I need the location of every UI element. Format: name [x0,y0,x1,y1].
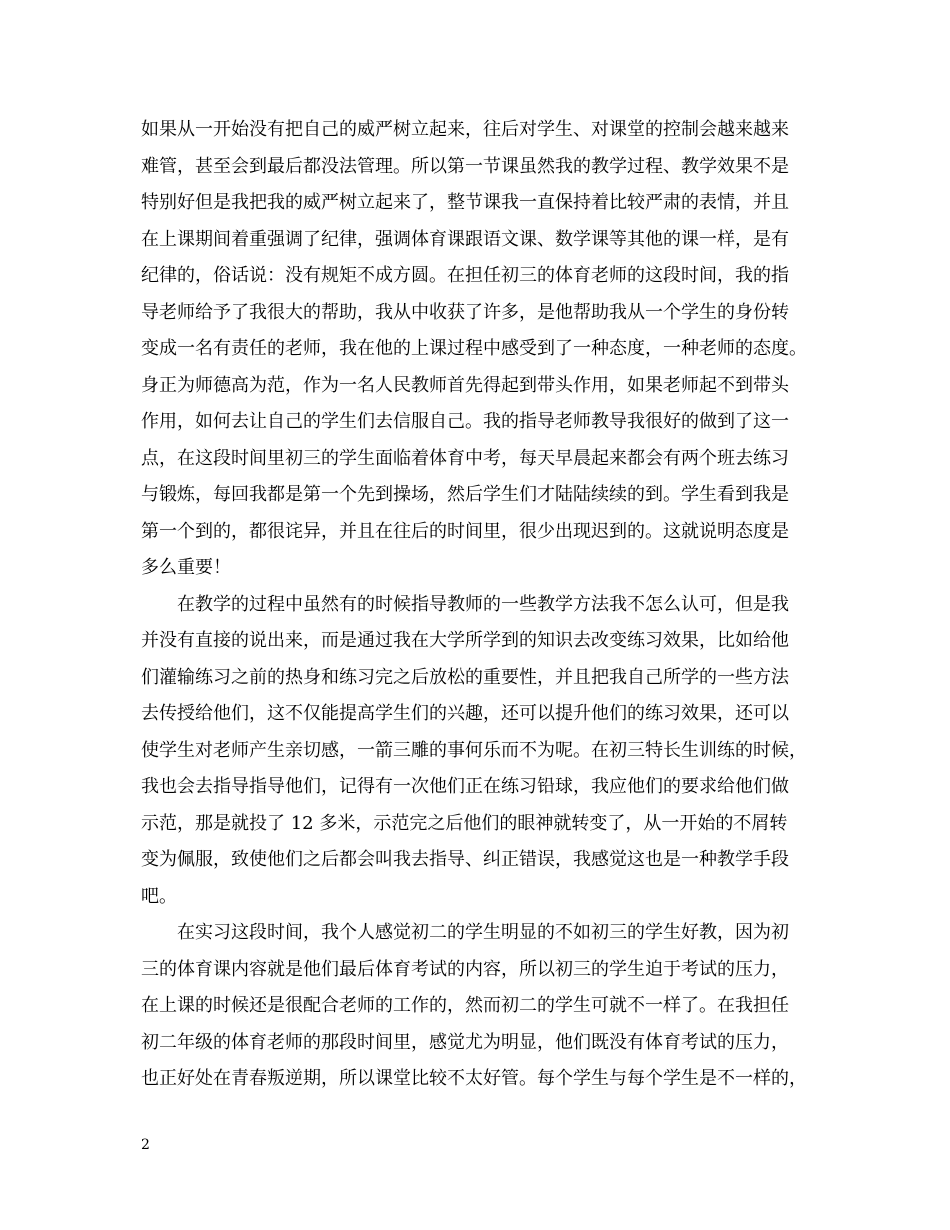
text-line: 并没有直接的说出来，而是通过我在大学所学到的知识去改变练习效果，比如给他 [141,630,789,651]
text-line: 吧。 [141,885,177,907]
text-line: 特别好但是我把我的威严树立起来了，整节课我一直保持着比较严肃的表情，并且 [141,192,789,213]
text-line: 我也会去指导指导他们，记得有一次他们正在练习铅球，我应他们的要求给他们做 [141,776,789,797]
page-number: 2 [141,1137,150,1153]
text-line: 在上课期间着重强调了纪律，强调体育课跟语文课、数学课等其他的课一样，是有 [141,228,789,250]
text-line: 变成一名有责任的老师，我在他的上课过程中感受到了一种态度，一种老师的态度。 [141,338,807,359]
body-text [141,112,821,1098]
text-line: 初二年级的体育老师的那段时间里，感觉尤为明显，他们既没有体育考试的压力， [141,1031,789,1053]
text-line: 变为佩服，致使他们之后都会叫我去指导、纠正错误，我感觉这也是一种教学手段 [141,849,789,870]
text-line: 身正为师德高为范，作为一名人民教师首先得起到带头作用，如果老师起不到带头 [141,374,789,396]
text-line: 作用，如何去让自己的学生们去信服自己。我的指导老师教导我很好的做到了这一 [141,411,789,432]
text-line: 与锻炼，每回我都是第一个先到操场，然后学生们才陆陆续续的到。学生看到我是 [141,484,789,505]
text-line: 点，在这段时间里初三的学生面临着体育中考，每天早晨起来都会有两个班去练习 [141,447,789,469]
text-line: 也正好处在青春叛逆期，所以课堂比较不太好管。每个学生与每个学生是不一样的， [141,1068,807,1089]
paragraph-start-line: 在实习这段时间，我个人感觉初二的学生明显的不如初三的学生好教，因为初 [177,922,789,943]
text-line: 难管，甚至会到最后都没法管理。所以第一节课虽然我的教学过程、教学效果不是 [141,155,789,177]
text-line: 导老师给予了我很大的帮助，我从中收获了许多，是他帮助我从一个学生的身份转 [141,301,789,323]
paragraph-start-line: 在教学的过程中虽然有的时候指导教师的一些教学方法我不怎么认可，但是我 [177,593,789,615]
text-line: 如果从一开始没有把自己的威严树立起来，往后对学生、对课堂的控制会越来越来 [141,119,789,140]
text-line: 使学生对老师产生亲切感，一箭三雕的事何乐而不为呢。在初三特长生训练的时候， [141,739,807,761]
text-line: 三的体育课内容就是他们最后体育考试的内容，所以初三的学生迫于考试的压力， [141,958,789,980]
text-line: 纪律的，俗话说：没有规矩不成方圆。在担任初三的体育老师的这段时间，我的指 [141,265,789,286]
text-line: 们灌输练习之前的热身和练习完之后放松的重要性，并且把我自己所学的一些方法 [141,666,789,688]
text-line: 去传授给他们，这不仅能提高学生们的兴趣，还可以提升他们的练习效果，还可以 [141,703,789,724]
text-line: 多么重要！ [141,557,231,578]
text-line: 第一个到的，都很诧异，并且在往后的时间里，很少出现迟到的。这就说明态度是 [141,520,789,542]
text-line: 在上课的时候还是很配合老师的工作的，然而初二的学生可就不一样了。在我担任 [141,995,789,1016]
text-line: 示范，那是就投了 12 多米，示范完之后他们的眼神就转变了，从一开始的不屑转 [141,812,788,834]
